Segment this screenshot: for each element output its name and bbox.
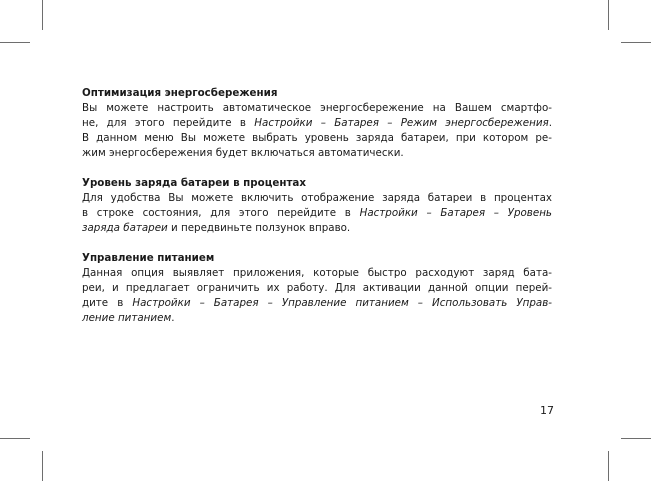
body-text: дите в bbox=[82, 297, 133, 309]
body-line bbox=[82, 266, 552, 281]
crop-mark-top-left-horizontal bbox=[0, 42, 30, 43]
body-text: Вы можете настроить автоматическое энергосбережение на Вашем смартфо- bbox=[82, 102, 552, 114]
body-line bbox=[82, 116, 552, 131]
body-line bbox=[82, 101, 552, 116]
body-line bbox=[82, 221, 552, 236]
body-text: реи, и предлагает ограничить их работу. Для активации данной опции перей- bbox=[82, 282, 552, 294]
body-text: и передвиньте ползунок вправо. bbox=[167, 222, 351, 234]
body-line bbox=[82, 206, 552, 221]
body-line bbox=[82, 296, 552, 311]
menu-path-text: ление питанием bbox=[82, 312, 172, 324]
page-number: 17 bbox=[540, 404, 554, 417]
crop-mark-bottom-right-horizontal bbox=[621, 438, 651, 439]
body-text: Данная опция выявляет приложения, которые быстро расходуют заряд бата- bbox=[82, 267, 552, 279]
crop-mark-top-right-vertical bbox=[608, 0, 609, 30]
section-heading: Уровень заряда батареи в процентах bbox=[82, 177, 307, 189]
crop-mark-bottom-left-vertical bbox=[42, 451, 43, 481]
menu-path-text: Настройки – Батарея – Управление питанием – Использовать Управ- bbox=[132, 297, 552, 309]
section-body bbox=[82, 266, 552, 326]
crop-mark-top-right-horizontal bbox=[621, 42, 651, 43]
section-heading: Управление питанием bbox=[82, 252, 215, 264]
section-body bbox=[82, 101, 552, 161]
body-line bbox=[82, 191, 552, 206]
body-text: . bbox=[548, 117, 552, 129]
menu-path-text: Настройки – Батарея – Режим энергосбережения bbox=[254, 117, 549, 129]
body-line bbox=[82, 311, 552, 326]
section-body bbox=[82, 191, 552, 236]
section-power-saving bbox=[82, 86, 552, 161]
crop-mark-bottom-right-vertical bbox=[608, 451, 609, 481]
body-text: . bbox=[171, 312, 175, 324]
section-heading: Оптимизация энергосбережения bbox=[82, 87, 278, 99]
section-power-management bbox=[82, 251, 552, 326]
body-text: в строке состояния, для этого перейдите в bbox=[82, 207, 360, 219]
body-line bbox=[82, 146, 552, 161]
section-battery-percentage bbox=[82, 176, 552, 236]
crop-mark-bottom-left-horizontal bbox=[0, 438, 30, 439]
manual-page-content bbox=[82, 86, 552, 341]
body-text: В данном меню Вы можете выбрать уровень заряда батареи, при котором ре- bbox=[82, 132, 552, 144]
menu-path-text: Настройки – Батарея – Уровень bbox=[359, 207, 552, 219]
crop-mark-top-left-vertical bbox=[42, 0, 43, 30]
body-text: не, для этого перейдите в bbox=[82, 117, 255, 129]
body-text: Для удобства Вы можете включить отображение заряда батареи в процентах bbox=[82, 192, 552, 204]
body-line bbox=[82, 281, 552, 296]
menu-path-text: заряда батареи bbox=[82, 222, 168, 234]
body-line bbox=[82, 131, 552, 146]
body-text: жим энергосбережения будет включаться автоматически. bbox=[82, 147, 404, 159]
